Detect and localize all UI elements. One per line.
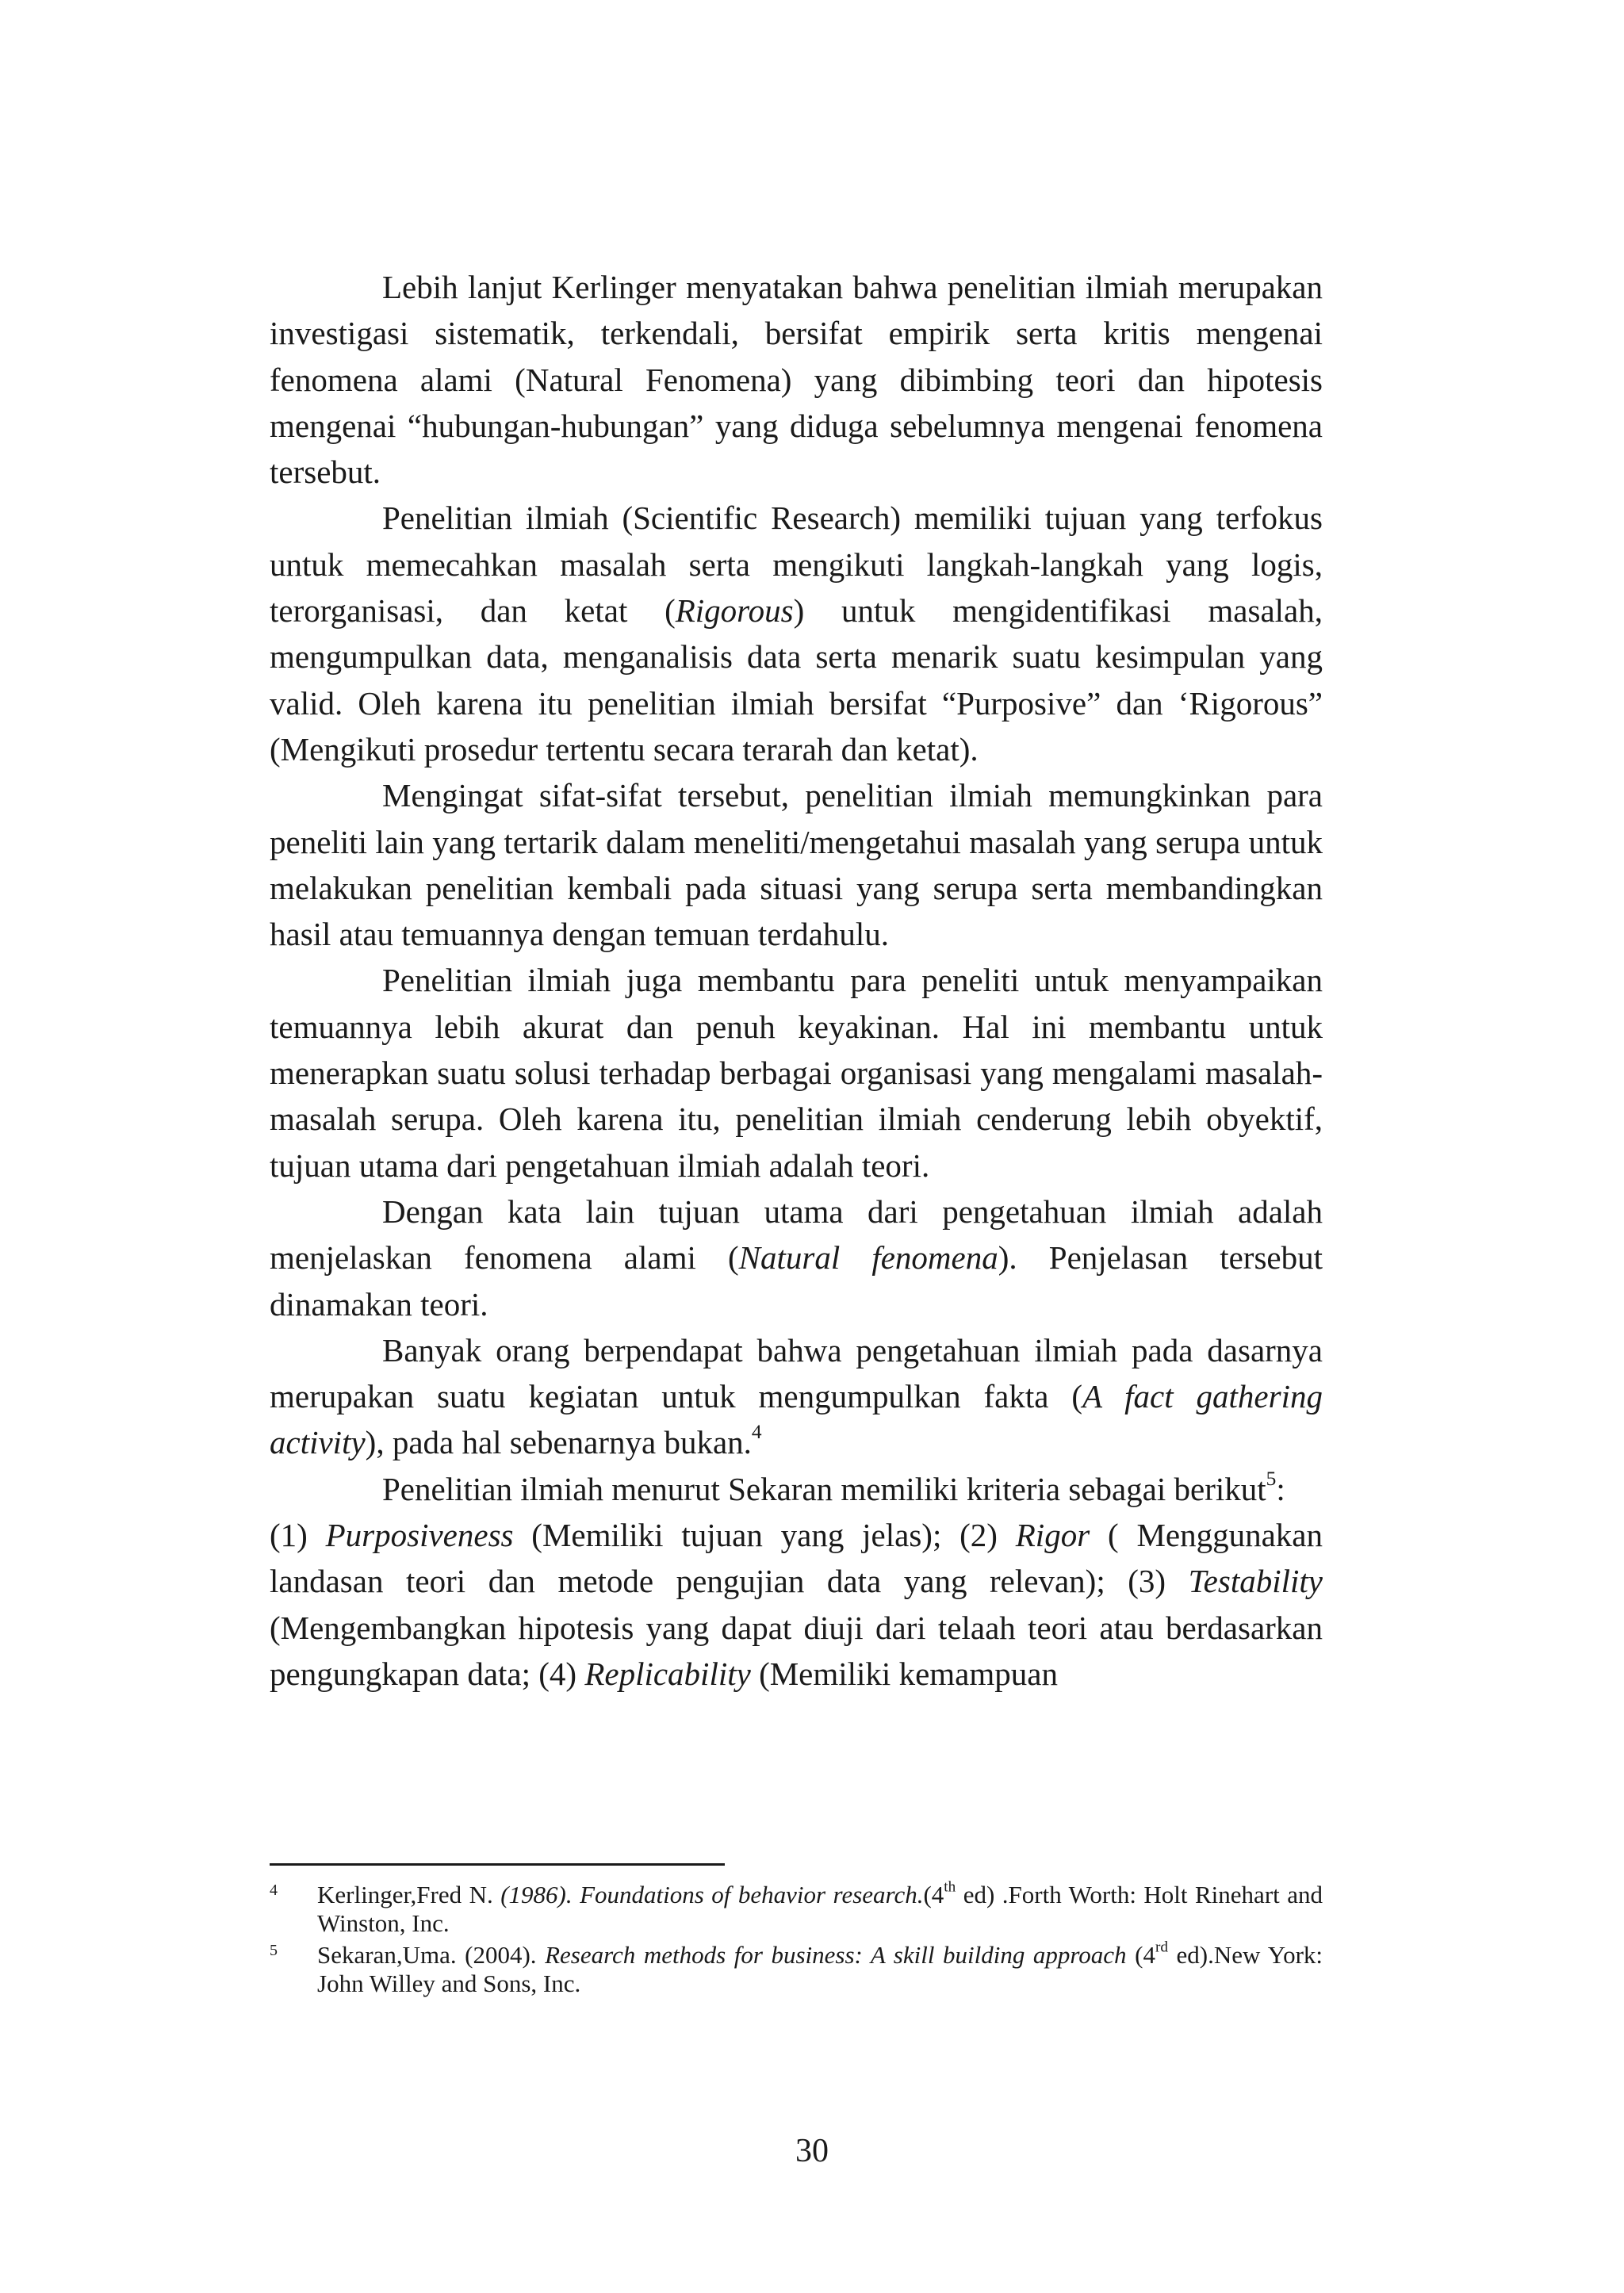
paragraph-2 [270,495,1323,772]
footnote-number: 4 [270,1881,278,1899]
footnote-italic: (1986). Foundations of behavior research. [500,1881,924,1908]
paragraph-text: ( Menggunakan landasan teori dan metode pengujian data yang relevan); (3) [270,1517,1323,1600]
paragraph-4 [270,957,1323,1188]
footnote-number: 5 [270,1942,278,1959]
paragraph-1 [270,264,1323,495]
paragraph-text: ), pada hal sebenarnya bukan. [365,1424,752,1461]
paragraph-7 [270,1466,1323,1512]
paragraph-3 [270,772,1323,957]
footnote-text: ed).New York: John Willey and Sons, Inc. [317,1941,1323,1997]
footnote-reference: 5 [1266,1467,1277,1490]
paragraph-text: Dengan kata lain tujuan utama dari pengetahuan ilmiah adalah menjelaskan fenomena alami ( [270,1192,1323,1277]
footnote-superscript: th [944,1878,956,1896]
footnote-text: (4 [923,1881,944,1908]
paragraph-text: : [1276,1470,1285,1507]
body-text [270,264,1323,1697]
paragraph-text: (Memiliki tujuan yang jelas); (2) [513,1517,1016,1554]
paragraph-text: Mengingat sifat-sifat tersebut, penelitian ilmiah memungkinkan para peneliti lain yang tertarik dalam meneliti/mengetahui masalah yang serupa untuk melakukan penelitian kembali pada situasi yang serupa serta membandingkan hasil atau temuannya dengan temuan terdahulu. [270,777,1323,953]
footnote-divider [270,1863,725,1866]
footnote-5 [270,1941,1323,1998]
italic-term: Rigor [1015,1517,1090,1554]
italic-term: A fact gathering activity [270,1378,1323,1461]
footnote-italic: Research methods for business: A skill building approach [545,1941,1127,1969]
paragraph-text: Penelitian ilmiah menurut Sekaran memiliki kriteria sebagai berikut [382,1470,1266,1507]
paragraph-5 [270,1189,1323,1327]
footnote-text: Kerlinger,Fred N. [317,1881,501,1908]
italic-term: Testability [1188,1563,1323,1600]
paragraph-6 [270,1327,1323,1466]
footnotes [270,1878,1323,2001]
paragraph-text: (Memiliki kemampuan [750,1655,1058,1692]
paragraph-text: Penelitian ilmiah juga membantu para peneliti untuk menyampaikan temuannya lebih akurat dan penuh keyakinan. Hal ini membantu untuk menerapkan suatu solusi terhadap berbagai organisasi yang mengalami masalah-masalah serupa. Oleh karena itu, penelitian ilmiah cenderung lebih obyektif, tujuan utama dari pengetahuan ilmiah adalah teori. [270,962,1323,1184]
paragraph-text: (1) [270,1517,326,1554]
footnote-text: Sekaran,Uma. (2004). [317,1941,546,1969]
page-number: 30 [795,2133,829,2169]
paragraph-text: Banyak orang berpendapat bahwa pengetahuan ilmiah pada dasarnya merupakan suatu kegiatan untuk mengumpulkan fakta ( [270,1331,1323,1415]
paragraph-text: ) untuk mengidentifikasi masalah, mengumpulkan data, menganalisis data serta menarik suatu kesimpulan yang valid. Oleh karena itu penelitian ilmiah bersifat “Purposive” dan ‘Rigorous” (Mengikuti prosedur tertentu secara terarah dan ketat). [270,592,1323,768]
italic-term: Replicability [584,1655,751,1692]
paragraph-text: (Mengembangkan hipotesis yang dapat diuji dari telaah teori atau berdasarkan pengungkapan data; (4) [270,1609,1323,1692]
italic-term: Natural fenomena [738,1239,998,1277]
paragraph-8 [270,1512,1323,1697]
paragraph-text: ). Penjelasan tersebut dinamakan teori. [270,1239,1323,1323]
footnote-text: ed) .Forth Worth: Holt Rinehart and Winston, Inc. [317,1881,1323,1937]
italic-term: Rigorous [675,592,794,630]
footnote-4 [270,1878,1323,1938]
footnote-reference: 4 [751,1421,762,1444]
paragraph-text: Lebih lanjut Kerlinger menyatakan bahwa penelitian ilmiah merupakan investigasi sistematik, terkendali, bersifat empirik serta kritis mengenai fenomena alami (Natural Fenomena) yang dibimbing teori dan hipotesis mengenai “hubungan-hubungan” yang diduga sebelumnya mengenai fenomena tersebut. [270,269,1323,491]
footnote-superscript: rd [1155,1939,1168,1956]
footnote-text: (4 [1126,1941,1155,1969]
paragraph-text: Penelitian ilmiah (Scientific Research) memiliki tujuan yang terfokus untuk memecahkan masalah serta mengikuti langkah-langkah yang logis, terorganisasi, dan ketat ( [270,500,1323,630]
italic-term: Purposiveness [325,1517,514,1554]
